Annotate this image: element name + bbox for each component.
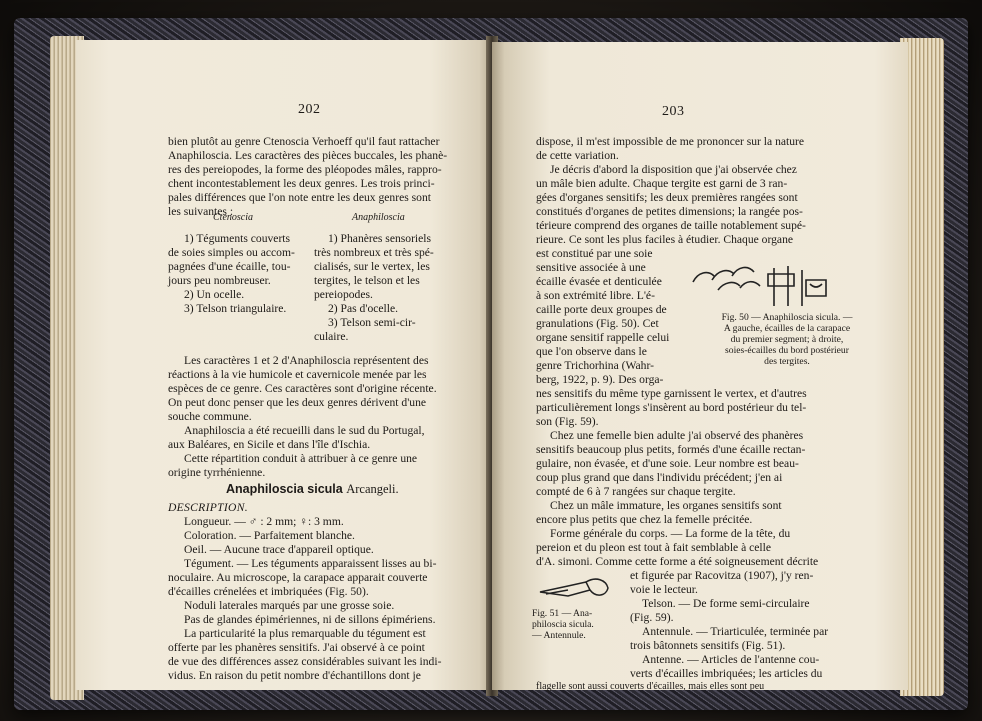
text-line: compté de 6 à 7 rangées sur chaque tergite. xyxy=(536,485,736,498)
text-line: Anaphiloscia a été recueilli dans le sud du Portugal, xyxy=(184,424,425,437)
table-cell: pagnées d'une écaille, tou- xyxy=(168,260,291,273)
text-line: à son extrémité libre. L'é- xyxy=(536,289,655,302)
text-line: noculaire. Au microscope, la carapace apparait couverte xyxy=(168,571,428,584)
table-cell: de soies simples ou accom- xyxy=(168,246,295,259)
table-cell: 1) Téguments couverts xyxy=(184,232,291,245)
text-line: On peut donc penser que les deux genres dérivent d'une xyxy=(168,396,427,409)
text-line: dispose, il m'est impossible de me prononcer sur la nature xyxy=(536,135,805,148)
text-line: nes sensitifs du même type garnissent le vertex, et d'autres xyxy=(536,387,807,400)
text-line: Pas de glandes épimériennes, ni de sillons épimériens. xyxy=(184,613,436,626)
text-line: flagelle sont aussi couverts d'écailles, mais elles sont peu xyxy=(536,681,765,692)
text-line: et figurée par Racovitza (1907), j'y ren- xyxy=(630,569,814,582)
text-line: sensitive associée à une xyxy=(536,261,646,274)
text-line: un mâle bien adulte. Chaque tergite est garni de 3 ran- xyxy=(536,177,788,190)
text-line: chent incontestablement les deux genres. Les trois princi- xyxy=(168,177,435,190)
text-line: vidus. En raison du petit nombre d'échantillons dont je xyxy=(168,669,421,682)
text-line: particulièrement longs s'insèrent au bord postérieur du tel- xyxy=(536,401,807,414)
text-line: pales différences que l'on note entre les deux genres sont xyxy=(168,191,431,204)
text-line: bien plutôt au genre Ctenoscia Verhoeff qu'il faut rattacher xyxy=(168,135,440,148)
text-line: organe sensitif rappelle celui xyxy=(536,331,670,344)
text-line: écaille évasée et denticulée xyxy=(536,275,662,288)
table-cell: 3) Telson semi-cir- xyxy=(328,316,416,329)
text-line: berg, 1922, p. 9). Des orga- xyxy=(536,373,664,386)
text-line: Antennule. — Triarticulée, terminée par xyxy=(642,625,829,638)
text-line: espèces de ce genre. Ces caractères sont d'origine récente. xyxy=(168,382,437,395)
text-line: Cette répartition conduit à attribuer à ce genre une xyxy=(184,452,418,465)
table-cell: 2) Pas d'ocelle. xyxy=(328,302,399,315)
table-cell: 2) Un ocelle. xyxy=(184,288,245,301)
text-line: d'A. simoni. Comme cette forme a été soigneusement décrite xyxy=(536,555,819,568)
text-line: sensitifs beaucoup plus petits, formés d'une écaille rectan- xyxy=(536,443,806,456)
page-number: 202 xyxy=(298,102,321,117)
text-line: Chez une femelle bien adulte j'ai observé des phanères xyxy=(550,429,804,442)
text-line: origine tyrrhénienne. xyxy=(168,466,266,479)
text-line: gulaire, non évasée, et d'une soie. Leur nombre est beau- xyxy=(536,457,799,470)
table-cell: culaire. xyxy=(314,330,349,343)
text-line: Tégument. — Les téguments apparaissent lisses au bi- xyxy=(184,557,437,570)
text-line: pereion et du pleon est tout à fait semblable à celle xyxy=(536,541,772,554)
text-line: est constitué par une soie xyxy=(536,247,653,260)
text-line: que l'on observe dans le xyxy=(536,345,647,358)
text-line: constitués d'organes de petites dimensions; la rangée pos- xyxy=(536,205,803,218)
text-line: Telson. — De forme semi-circulaire xyxy=(642,597,810,610)
text-line: caille porte deux groupes de xyxy=(536,303,667,316)
right-page xyxy=(492,42,908,690)
figure-51-antennule-illustration xyxy=(538,572,614,604)
table-cell: pereiopodes. xyxy=(314,288,373,301)
text-line: d'écailles crénelées et imbriquées (Fig. 50). xyxy=(168,585,369,598)
text-line: Les caractères 1 et 2 d'Anaphiloscia représentent des xyxy=(184,354,429,367)
table-cell: 1) Phanères sensoriels xyxy=(328,232,432,245)
text-line: réactions à la vie humicole et cavernicole menée par les xyxy=(168,368,427,381)
section-label: DESCRIPTION. xyxy=(168,501,248,514)
text-line: gées d'organes sensitifs; les deux premières rangées sont xyxy=(536,191,798,204)
text-line: Oeil. — Aucune trace d'appareil optique. xyxy=(184,543,374,556)
text-line: (Fig. 59). xyxy=(630,611,674,624)
table-cell: 3) Telson triangulaire. xyxy=(184,302,287,315)
text-line: de vue des différences assez considérables suivant les indi- xyxy=(168,655,442,668)
table-header: Ctenoscia xyxy=(213,212,253,223)
text-line: La particularité la plus remarquable du tégument est xyxy=(184,627,426,640)
text-line: Longueur. — ♂ : 2 mm; ♀: 3 mm. xyxy=(184,515,344,528)
text-line: de cette variation. xyxy=(536,149,619,162)
text-line: rieure. Ce sont les plus faciles à étudier. Chaque organe xyxy=(536,233,794,246)
text-line: térieure comprend des organes de taille notablement supé- xyxy=(536,219,806,232)
text-line: genre Trichorhina (Wahr- xyxy=(536,359,654,372)
table-header: Anaphiloscia xyxy=(352,212,405,223)
text-line: trois bâtonnets sensitifs (Fig. 51). xyxy=(630,639,786,652)
text-line: Je décris d'abord la disposition que j'ai observée chez xyxy=(550,163,797,176)
text-line: voie le lecteur. xyxy=(630,583,698,596)
text-line: res des pereiopodes, la forme des pléopodes mâles, rappro- xyxy=(168,163,442,176)
page-number: 203 xyxy=(662,104,685,119)
section-heading: Anaphiloscia sicula Arcangeli. xyxy=(226,482,399,496)
table-cell: jours peu nombreuser. xyxy=(168,274,271,287)
text-line: son (Fig. 59). xyxy=(536,415,599,428)
text-line: Forme générale du corps. — La forme de la tête, du xyxy=(550,527,791,540)
figure-50-scales-illustration xyxy=(688,260,838,310)
text-line: Antenne. — Articles de l'antenne cou- xyxy=(642,653,820,666)
text-line: aux Baléares, en Sicile et dans l'île d'Ischia. xyxy=(168,438,371,451)
text-line: offerte par les phanères sensitifs. J'ai observé à ce point xyxy=(168,641,425,654)
table-cell: cialisés, sur le vertex, les xyxy=(314,260,430,273)
text-line: verts d'écailles imbriquées; les articles du xyxy=(630,667,823,680)
text-line: souche commune. xyxy=(168,410,252,423)
text-line: Coloration. — Parfaitement blanche. xyxy=(184,529,355,542)
text-line: granulations (Fig. 50). Cet xyxy=(536,317,659,330)
figure-caption: Fig. 51 — Ana- philoscia sicula. — Antennule. xyxy=(532,608,594,641)
text-line: les suivantes : xyxy=(168,205,234,218)
text-line: Anaphiloscia. Les caractères des pièces buccales, les phanè- xyxy=(168,149,448,162)
text-line: Noduli laterales marqués par une grosse soie. xyxy=(184,599,395,612)
text-line: encore plus petits que chez la femelle précitée. xyxy=(536,513,753,526)
text-line: coup plus grand que dans l'individu précédent; j'en ai xyxy=(536,471,783,484)
figure-caption: Fig. 50 — Anaphiloscia sicula. — A gauche, écailles de la carapace du premier segment; à droite, soies-écailles du bord postérieur des tergites. xyxy=(721,312,853,367)
text-line: Chez un mâle immature, les organes sensitifs sont xyxy=(550,499,782,512)
table-cell: très nombreux et très spé- xyxy=(314,246,434,259)
table-cell: tergites, le telson et les xyxy=(314,274,420,287)
left-page xyxy=(76,40,492,690)
